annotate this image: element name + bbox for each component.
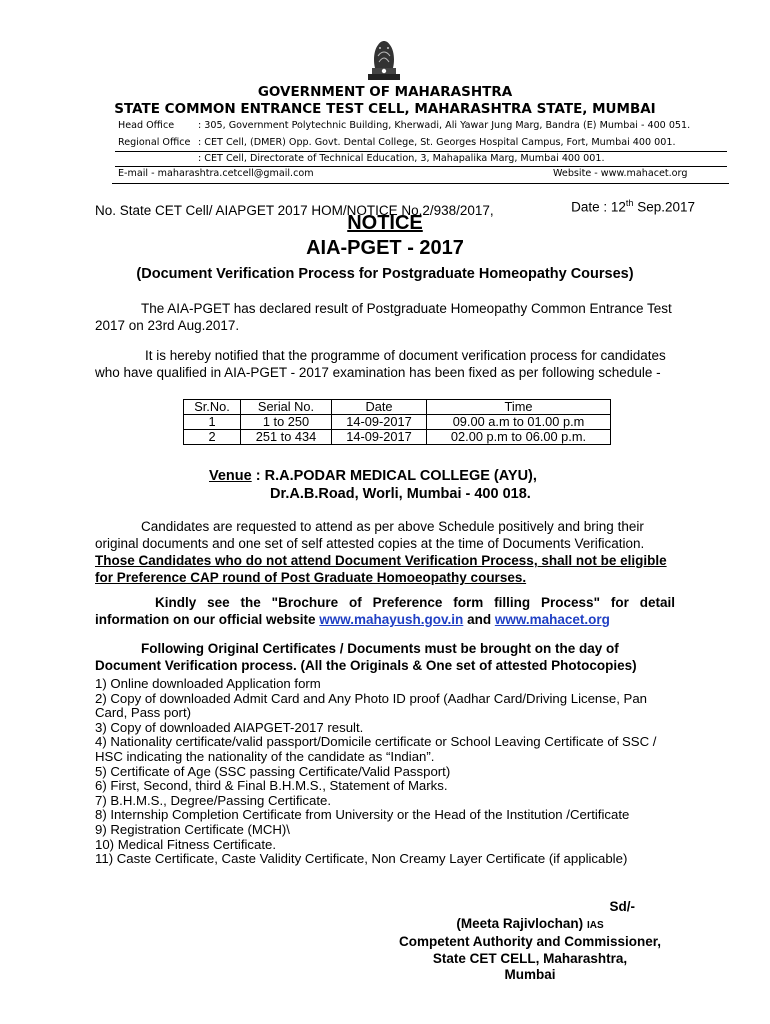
table-cell: 02.00 p.m to 06.00 p.m. — [427, 430, 611, 445]
venue-label: Venue — [209, 468, 252, 484]
table-cell: 14-09-2017 — [332, 415, 427, 430]
table-cell: 09.00 a.m to 01.00 p.m — [427, 415, 611, 430]
regional-office-label: Regional Office — [118, 137, 191, 148]
address-divider — [115, 166, 727, 167]
contact-email: E-mail - maharashtra.cetcell@gmail.com — [118, 168, 314, 179]
list-item: 7) B.H.M.S., Degree/Passing Certificate. — [95, 792, 331, 808]
regional-office-address-2: : CET Cell, Directorate of Technical Education, 3, Mahapalika Marg, Mumbai 400 001. — [198, 153, 605, 164]
venue-line-1: : R.A.PODAR MEDICAL COLLEGE (AYU), — [251, 468, 537, 484]
address-divider — [115, 151, 727, 152]
notice-title: NOTICE — [347, 212, 423, 234]
table-header-cell: Sr.No. — [184, 400, 241, 415]
list-item: 5) Certificate of Age (SSC passing Certificate/Valid Passport) — [95, 763, 451, 779]
schedule-table — [183, 399, 611, 445]
mahayush-website-link[interactable]: www.mahayush.gov.in — [319, 612, 464, 627]
venue-line-2: Dr.A.B.Road, Worli, Mumbai - 400 018. — [270, 486, 531, 502]
venue-block — [209, 467, 537, 503]
signature-block — [385, 899, 675, 984]
eligibility-warning: Those Candidates who do not attend Document Verification Process, shall not be eligible for Preference CAP round of Post Graduate Homoeopathy courses. — [95, 553, 667, 585]
signatory-city: Mumbai — [504, 967, 556, 982]
cet-cell-heading: STATE COMMON ENTRANCE TEST CELL, MAHARASHTRA STATE, MUMBAI — [114, 101, 656, 117]
table-cell: 251 to 434 — [241, 430, 332, 445]
table-cell: 1 to 250 — [241, 415, 332, 430]
list-item: 3) Copy of downloaded AIAPGET-2017 result. — [95, 719, 364, 735]
signatory-designation: Competent Authority and Commissioner, — [398, 934, 662, 949]
list-item: 4) Nationality certificate/valid passport/Domicile certificate or School Leaving Certificate of SSC / HSC indicating the nationality of the candidate as “Indian”. — [95, 734, 657, 764]
reference-number: No. State CET Cell/ AIAPGET 2017 HOM/NOTICE No.2/938/2017, — [95, 203, 494, 218]
list-item: 6) First, Second, third & Final B.H.M.S., Statement of Marks. — [95, 778, 448, 794]
table-header-cell: Time — [427, 400, 611, 415]
list-item: 2) Copy of downloaded Admit Card and Any Photo ID proof (Aadhar Card/Driving License, Pan Card, Pass port) — [95, 690, 647, 721]
table-header-cell: Date — [332, 400, 427, 415]
list-item: 10) Medical Fitness Certificate. — [95, 836, 277, 852]
government-heading: GOVERNMENT OF MAHARASHTRA — [257, 84, 513, 100]
brochure-paragraph: Kindly see the "Brochure of Preference form filling Process" for detail information on our official website www.mahayush.gov.in and www.mahacet.org — [95, 595, 675, 627]
signatory-name: (Meeta Rajivlochan) IAS — [456, 915, 604, 931]
notice-purpose: (Document Verification Process for Postgraduate Homeopathy Courses) — [136, 266, 634, 282]
documents-intro: Following Original Certificates / Documents must be brought on the day of Document Verification process. (All the Originals & One set of attested Photocopies) — [95, 641, 637, 673]
candidates-paragraph: Candidates are requested to attend as per above Schedule positively and bring their original documents and one set of self attested copies at the time of Documents Verification. Those Candidates who do not attend Document Verification Process, shall not be eligible for Preference CAP round of Post Graduate Homoeopathy courses. — [95, 519, 667, 585]
table-cell: 1 — [184, 415, 241, 430]
contact-website: Website - www.mahacet.org — [553, 168, 688, 179]
mahacet-website-link[interactable]: www.mahacet.org — [494, 612, 610, 627]
result-paragraph: The AIA-PGET has declared result of Postgraduate Homeopathy Common Entrance Test 2017 on 23rd Aug.2017. — [95, 301, 672, 333]
documents-list — [95, 677, 677, 867]
national-emblem-icon — [364, 36, 404, 84]
notice-subtitle: AIA-PGET - 2017 — [306, 237, 464, 259]
table-row — [184, 430, 611, 445]
table-row — [184, 415, 611, 430]
signature-sd: Sd/- — [609, 899, 635, 914]
list-item: 1) Online downloaded Application form — [95, 676, 321, 691]
table-header-cell: Serial No. — [241, 400, 332, 415]
head-office-address: Head Office : 305, Government Polytechnic Building, Kherwadi, Ali Yawar Jung Marg, Bandra (E) Mumbai - 400 051. — [118, 120, 691, 131]
list-item: 11) Caste Certificate, Caste Validity Certificate, Non Creamy Layer Certificate (if applicable) — [95, 851, 628, 867]
header-bottom-rule — [112, 183, 729, 184]
notice-date: Date : 12th Sep.2017 — [571, 198, 695, 215]
schedule-paragraph: It is hereby notified that the programme of document verification process for candidates who have qualified in AIA-PGET - 2017 examination has been fixed as per following schedule - — [95, 348, 666, 380]
list-item: 8) Internship Completion Certificate from University or the Head of the Institution /Certificate — [95, 807, 630, 823]
signatory-organisation: State CET CELL, Maharashtra, — [432, 950, 628, 966]
table-cell: 2 — [184, 430, 241, 445]
list-item: 9) Registration Certificate (MCH)\ — [95, 821, 290, 837]
regional-office-address: Regional Office : CET Cell, (DMER) Opp. Govt. Dental College, St. Georges Hospital Campus, Fort, Mumbai 400 001. — [118, 137, 676, 148]
table-header-row — [184, 400, 611, 415]
head-office-label: Head Office — [118, 120, 175, 131]
table-cell: 14-09-2017 — [332, 430, 427, 445]
